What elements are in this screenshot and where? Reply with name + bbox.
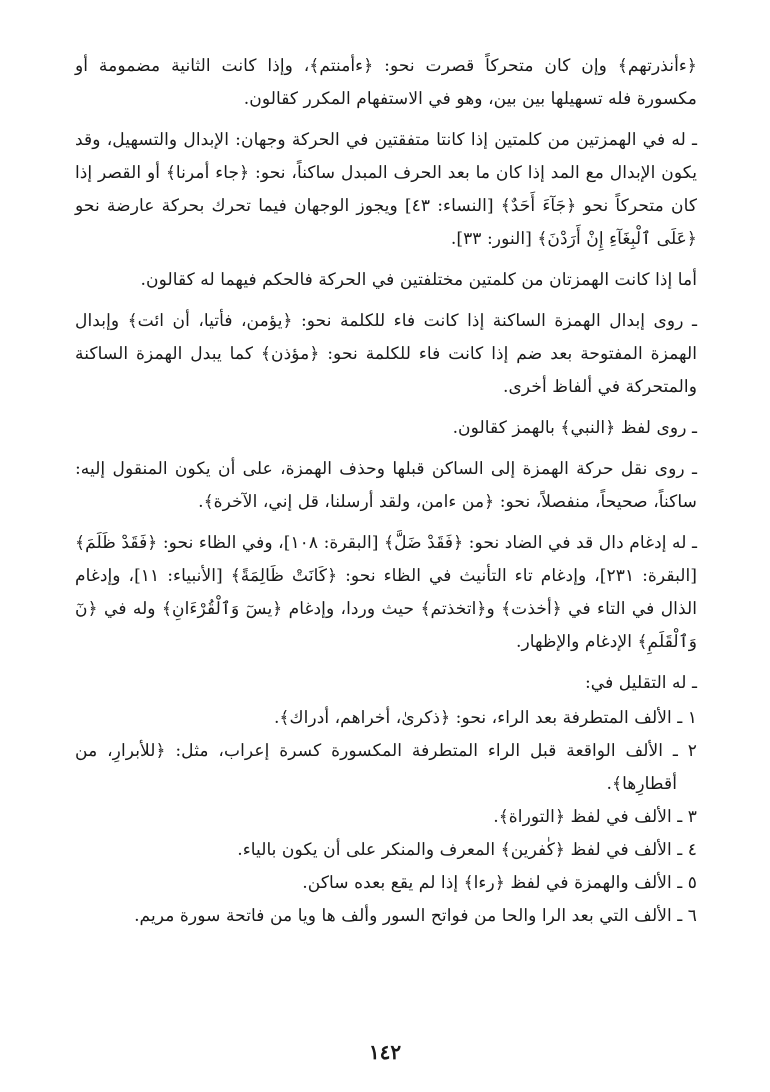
- paragraph-continuation: ﴿ءأنذرتهم﴾ وإن كان متحركاً قصرت نحو: ﴿ءأمنتم﴾، وإذا كانت الثانية مضمومة أو مكسورة فله تسهيلها بين بين، وهو في الاستفهام المكرر كقالون.: [75, 56, 697, 109]
- paragraph-naql: ـ روى نقل حركة الهمزة إلى الساكن قبلها وحذف الهمزة، على أن يكون المنقول إليه: ساكناً، صحيحاً، منفصلاً، نحو: ﴿من ءامن، ولقد أرسلنا، قل إني، الآخرة﴾.: [75, 459, 697, 512]
- page-number: ١٤٢: [368, 1040, 402, 1064]
- list-item: ٦ ـ الألف التي بعد الرا والحا من فواتح السور وألف ها ويا من فاتحة سورة مريم.: [134, 906, 697, 926]
- list-item: ٢ ـ الألف الواقعة قبل الراء المتطرفة المكسورة كسرة إعراب، مثل: ﴿للأبرارِ، من أقطارِها﴾.: [75, 741, 697, 794]
- paragraph-hamzatain: ـ له في الهمزتين من كلمتين إذا كانتا متفقتين في الحركة وجهان: الإبدال والتسهيل، وقد يكون الإبدال مع المد إذا كان ما بعد الحرف المبدل ساكناً، نحو: ﴿جاء أمرنا﴾ أو القصر إذا كان متحركاً نحو ﴿جَآءَ أَحَدٌ﴾ [النساء: ٤٣] ويجوز الوجهان فيما تحرك بحركة عارضة نحو ﴿عَلَى ٱلْبِغَآءِ إِنْ أَرَدْنَ﴾ [النور: ٣٣].: [75, 130, 697, 249]
- paragraph-idgham: ـ له إدغام دال قد في الضاد نحو: ﴿فَقَدْ ضَلَّ﴾ [البقرة: ١٠٨]، وفي الظاء نحو: ﴿فَقَدْ ظَلَمَ﴾ [البقرة: ٢٣١]، وإدغام تاء التأنيث في الظاء نحو: ﴿كَانَتْ ظَالِمَةً﴾ [الأنبياء: ١١]، وإدغام الذال في التاء في ﴿أخذت﴾ و﴿اتخذتم﴾ حيث وردا، وإدغام ﴿يسٓ وَٱلْقُرْءَانِ﴾ وله في ﴿نٓ وَٱلْقَلَمِ﴾ الإدغام والإظهار.: [75, 533, 698, 652]
- paragraph-nabi: ـ روى لفظ ﴿النبي﴾ بالهمز كقالون.: [452, 418, 697, 438]
- list-item: ١ ـ الألف المتطرفة بعد الراء، نحو: ﴿ذكرىٰ، أخراهم، أدراك﴾.: [273, 708, 697, 728]
- paragraph-taqlil-heading: ـ له التقليل في:: [585, 673, 697, 693]
- list-item: ٣ ـ الألف في لفظ ﴿التوراة﴾.: [493, 807, 697, 827]
- paragraph-ibdal: ـ روى إبدال الهمزة الساكنة إذا كانت فاء للكلمة نحو: ﴿يؤمن، فأتيا، أن ائت﴾ وإبدال الهمزة المفتوحة بعد ضم إذا كانت فاء للكلمة نحو: ﴿مؤذن﴾ كما يبدل الهمزة الساكنة والمتحركة في ألفاظ أخرى.: [75, 311, 697, 397]
- taqlil-list: [75, 702, 697, 933]
- list-item: ٤ ـ الألف في لفظ ﴿كٰفرين﴾ المعرف والمنكر على أن يكون بالياء.: [237, 840, 697, 860]
- paragraph-mukhtalifatain: أما إذا كانت الهمزتان من كلمتين مختلفتين في الحركة فالحكم فيهما له كقالون.: [140, 270, 697, 290]
- page-body: [75, 50, 697, 1050]
- list-item: ٥ ـ الألف والهمزة في لفظ ﴿رءا﴾ إذا لم يقع بعده ساكن.: [302, 873, 697, 893]
